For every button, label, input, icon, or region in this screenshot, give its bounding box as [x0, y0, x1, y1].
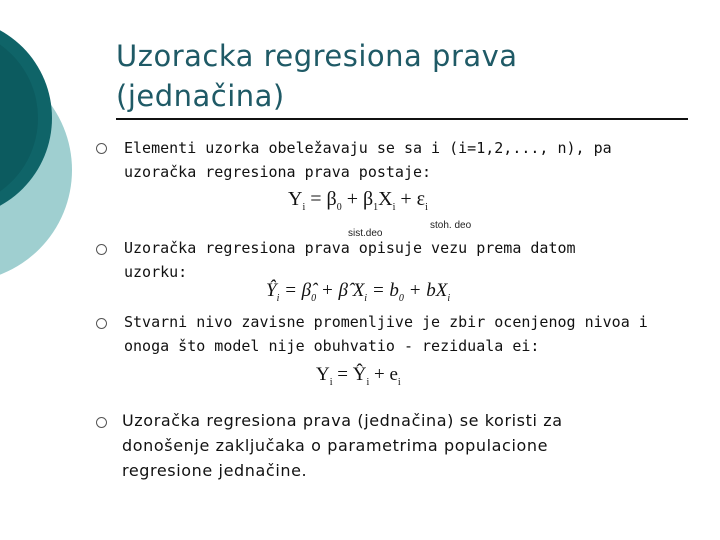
stochastic-part-label: stoh. deo: [430, 220, 472, 231]
bullet-marker: [96, 143, 107, 154]
bullet-text-3: Stvarni nivo zavisne promenljive je zbir ocenjenog nivoa i onoga što model nije obuhvatio - reziduala ei:: [124, 313, 648, 355]
bullet-text-4: Uzoračka regresiona prava (jednačina) se koristi za donošenje zaključaka o parametrima populacione regresione jednačine.: [122, 411, 563, 480]
systematic-part-label: sist.deo: [348, 228, 383, 239]
bullet-marker: [96, 244, 107, 255]
bullet-marker: [96, 318, 107, 329]
slide-title: Uzoracka regresiona prava (jednačina): [116, 39, 518, 113]
bullet-text-2: Uzoračka regresiona prava opisuje vezu prema datom uzorku:: [124, 239, 576, 281]
bullet-marker: [96, 417, 107, 428]
bullet-text-1: Elementi uzorka obeležavaju se sa i (i=1,2,..., n), pa uzoračka regresiona prava postaje:: [124, 139, 612, 181]
title-underline: [116, 118, 688, 120]
